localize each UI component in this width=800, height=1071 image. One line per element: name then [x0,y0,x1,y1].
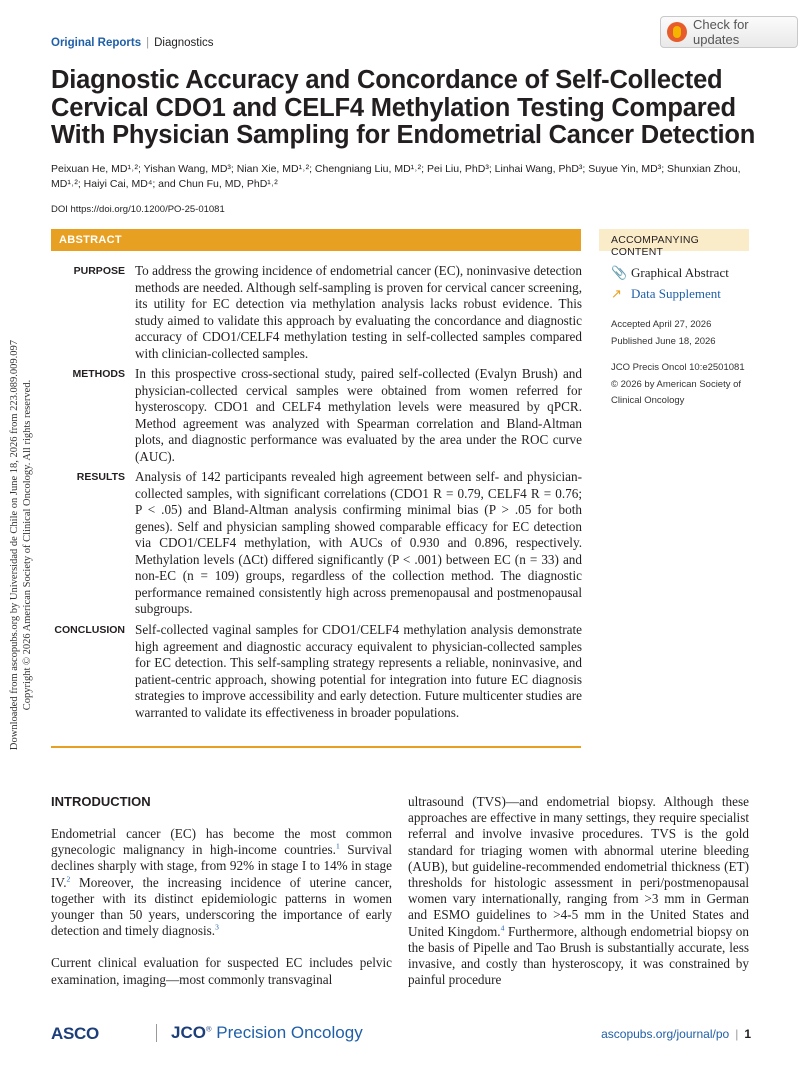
citation-block [611,360,745,410]
ref-4[interactable]: 4 [500,923,505,933]
copyright-line-2: Clinical Oncology [611,395,685,406]
check-for-updates-button[interactable] [660,16,798,48]
jco-precision-oncology-logo [171,1023,363,1043]
doi-link[interactable]: DOI https://doi.org/10.1200/PO-25-01081 [51,204,225,215]
download-watermark [4,320,40,770]
page-footer [51,1022,751,1044]
ref-2[interactable]: 2 [66,874,71,884]
graphical-abstract-link[interactable] [611,262,729,283]
conclusion-text: Self-collected vaginal samples for CDO1/CELF4 methylation analysis demonstrate high agreement and diagnostic accuracy equivalent to physician-collected samples for EC detection. This self-sampling strategy represents a reliable, noninvasive, and patient-centric approach, showing potential for integration into future EC diagnosis strategies to improve accessibility and early detection. Future multicenter studies are warranted to validate its effectiveness in broader populations. [135,622,582,720]
graphical-abstract-label: Graphical Abstract [631,265,729,280]
intro-p2: Current clinical evaluation for suspected EC includes pelvic examination, imaging—most commonly transvaginal [51,955,392,987]
crossmark-icon [667,22,687,42]
methods-text: In this prospective cross-sectional study, paired self-collected (Evalyn Brush) and physician-collected cervical samples were obtained from women referred for hysteroscopy. CDO1 and CELF4 methylation levels were measured by qPCR. Method agreement was analyzed with Spearman correlation and Bland-Altman plots, and diagnostic performance was evaluated by the area under the ROC curve (AUC). [135,366,582,464]
intro-p1-b: Survival declines sharply with stage, from 92% in stage I to 14% in stage IV. [51,842,392,890]
abstract-purpose [51,263,581,363]
abstract-heading: ABSTRACT [59,234,122,246]
data-supplement-label: Data Supplement [631,286,721,301]
asco-logo: ASCO [51,1024,99,1043]
conclusion-label: CONCLUSION [54,624,125,636]
accompanying-heading-bar [599,229,749,258]
article-subcategory: Diagnostics [154,37,214,49]
abstract-methods [51,366,581,466]
abstract-results [51,469,581,619]
abstract-heading-bar [51,229,581,251]
intro-p3-a: ultrasound (TVS)—and endometrial biopsy. Although these approaches are effective in many settings, they require specialist referral and involve invasive procedures. TVS is the gold standard for triaging women with abnormal uterine bleeding (AUB), but guideline-recommended endometrial thickness (ET) thresholds for histologic assessment in peri/postmenopausal women vary internationally, ranging from >3 mm in German and ESMO guidelines to >4-5 mm in the United States and United Kingdom. [408,794,749,939]
journal-url[interactable]: ascopubs.org/journal/po [601,1027,730,1041]
publication-dates [611,317,716,350]
watermark-line-1: Downloaded from ascopubs.org by Universidad de Chile on June 18, 2026 from 223.089.009.097 [9,339,20,751]
body-column-left [51,826,392,1004]
results-text: Analysis of 142 participants revealed high agreement between self- and physician-collected samples, with significant correlations (CDO1 R = 0.79, CELF4 R = 0.76; P < .05) and Bland-Altman analysis confirming minimal bias (P > .05 for both genes). Self and physician sampling showed comparable efficacy for EC detection via CDO1/CELF4 methylation, with AUCs of 0.930 and 0.896, respectively. Methylation levels (ΔCt) differed significantly (P < .001) between EC (n = 33) and non-EC (n = 109) groups, regardless of the collection method. The diagnostic performance remained consistently high across premenopausal and postmenopausal subgroups. [135,469,582,616]
abstract-conclusion [51,622,581,740]
intro-paragraph-3 [408,794,749,988]
journal-citation: JCO Precis Oncol 10:e2501081 [611,362,745,373]
jco-mark: JCO [171,1023,206,1042]
published-date: Published June 18, 2026 [611,335,716,347]
registered-mark: ® [205,1024,212,1034]
footer-right: ascopubs.org/journal/po | 1 [601,1027,751,1041]
check-for-updates-label: Check for updates [693,17,749,47]
intro-p1-a: Endometrial cancer (EC) has become the most common gynecologic malignancy in high-income countries. [51,826,392,858]
results-label: RESULTS [76,471,125,483]
intro-p1-c: Moreover, the increasing incidence of uterine cancer, together with its distinct epidemiologic patterns in women younger than 50 years, underscoring the importance of early detection and timely diagnosis. [51,874,392,939]
abstract-divider [51,746,581,748]
watermark-line-2: Copyright © 2026 American Society of Clinical Oncology. All rights reserved. [22,379,33,711]
page-number: 1 [744,1027,751,1041]
paperclip-icon: 📎 [611,265,628,280]
article-category[interactable]: Original Reports [51,37,142,49]
authors-text: Peixuan He, MD¹˒²; Yishan Wang, MD³; Nian Xie, MD¹˒²; Chengniang Liu, MD¹˒²; Pei Liu, PhD³; Linhai Wang, PhD³; Suyue Yin, MD³; Shunxian Zhou, MD¹˒²; Haiyi Cai, MD⁴; and Chun Fu, MD, PhD¹˒² [51,163,741,190]
ref-1[interactable]: 1 [335,841,340,851]
accompanying-heading: ACCOMPANYING CONTENT [611,234,699,258]
author-list [51,162,751,192]
article-title: Diagnostic Accuracy and Concordance of Self-Collected Cervical CDO1 and CELF4 Methylation Testing Compared With Physician Sampling for Endometrial Cancer Detection [51,66,756,149]
methods-label: METHODS [72,368,125,380]
intro-paragraph-1 [51,826,392,939]
purpose-label: PURPOSE [73,265,125,277]
journal-name: Precision Oncology [216,1023,363,1042]
intro-p3-b: Furthermore, although endometrial biopsy on the basis of Pipelle and Tao Brush is substantially accurate, less invasive, and costly than hysteroscopy, it was constrained by painful procedure [408,923,749,988]
accompanying-content-list [611,262,729,304]
purpose-text: To address the growing incidence of endometrial cancer (EC), noninvasive detection methods are needed. Although self-sampling is proven for cervical cancer screening, its utility for EC detection via methylation analysis lacks robust evidence. This study aimed to validate this approach by evaluating the concordance and diagnostic accuracy of CDO1/CELF4 methylation testing in self-collected samples compared with clinician-collected samples. [135,263,582,361]
accepted-date: Accepted April 27, 2026 [611,319,712,330]
footer-logo-divider [156,1024,157,1042]
intro-paragraph-2 [51,955,392,987]
article-category-line: Original Reports | Diagnostics [51,37,214,49]
introduction-heading: INTRODUCTION [51,794,151,809]
data-supplement-link[interactable] [611,283,729,304]
body-column-right [408,794,749,1004]
ref-3[interactable]: 3 [215,922,219,932]
copyright-line-1: © 2026 by American Society of [611,378,742,390]
external-link-icon: ↗ [611,286,622,301]
